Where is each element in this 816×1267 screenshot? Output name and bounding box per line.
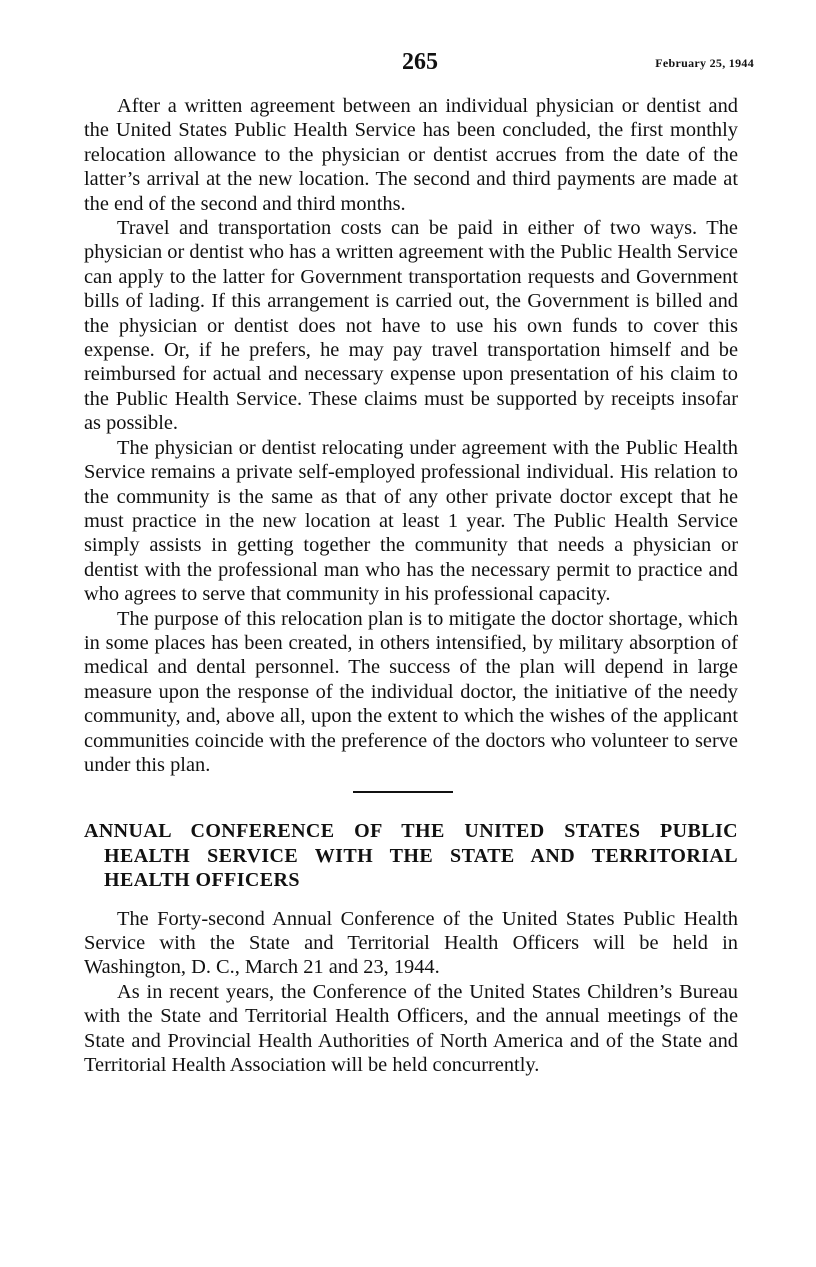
paragraph: The purpose of this relocation plan is to mitigate the doctor shortage, which in some places has been created, in others intensified, by military absorption of medical and dental personnel. The success of the plan will depend in large measure upon the response of the individual doctor, the initiative of the needy community, and, above all, upon the extent to which the wishes of the applicant communities coincide with the preference of the doctors who volunteer to serve under this plan. [84,607,738,776]
section-heading: ANNUAL CONFERENCE OF THE UNITED STATES PUBLIC HEALTH SERVICE WITH THE STATE AND TERRITORIAL HEALTH OFFICERS [84,820,738,892]
running-header-date: February 25, 1944 [655,56,754,70]
relocation-section [84,94,738,777]
conference-section [84,907,738,1078]
page-number: 265 [402,49,438,75]
paragraph: The physician or dentist relocating under agreement with the Public Health Service remains a private self-employed professional individual. His relation to the community is the same as that of any other private doctor except that he must practice in the new location at least 1 year. The Public Health Service simply assists in getting together the community that needs a physician or dentist with the professional man who has the necessary permit to practice and who agrees to serve that community in his professional capacity. [84,436,738,606]
paragraph: As in recent years, the Conference of the United States Children’s Bureau with the State and Territorial Health Officers, and the annual meetings of the State and Provincial Health Authorities of North America and of the State and Territorial Health Association will be held concurrently. [84,980,738,1077]
paragraph: The Forty-second Annual Conference of the United States Public Health Service with the State and Territorial Health Officers will be held in Washington, D. C., March 21 and 23, 1944. [84,907,738,979]
article-body [84,94,738,1077]
section-divider [353,791,453,793]
paragraph: After a written agreement between an individual physician or dentist and the United States Public Health Service has been concluded, the first monthly relocation allowance to the physician or dentist accrues from the date of the latter’s arrival at the new location. The second and third payments are made at the end of the second and third months. [84,95,738,215]
paragraph: Travel and transportation costs can be paid in either of two ways. The physician or dentist who has a written agreement with the Public Health Service can apply to the latter for Government transportation requests and Government bills of lading. If this arrangement is carried out, the Government is billed and the physician or dentist does not have to use his own funds to cover this expense. Or, if he prefers, he may pay travel transportation himself and be reimbursed for actual and necessary expense upon presentation of his claim to the Public Health Service. These claims must be supported by receipts insofar as possible. [84,217,738,435]
page-header [0,44,816,80]
